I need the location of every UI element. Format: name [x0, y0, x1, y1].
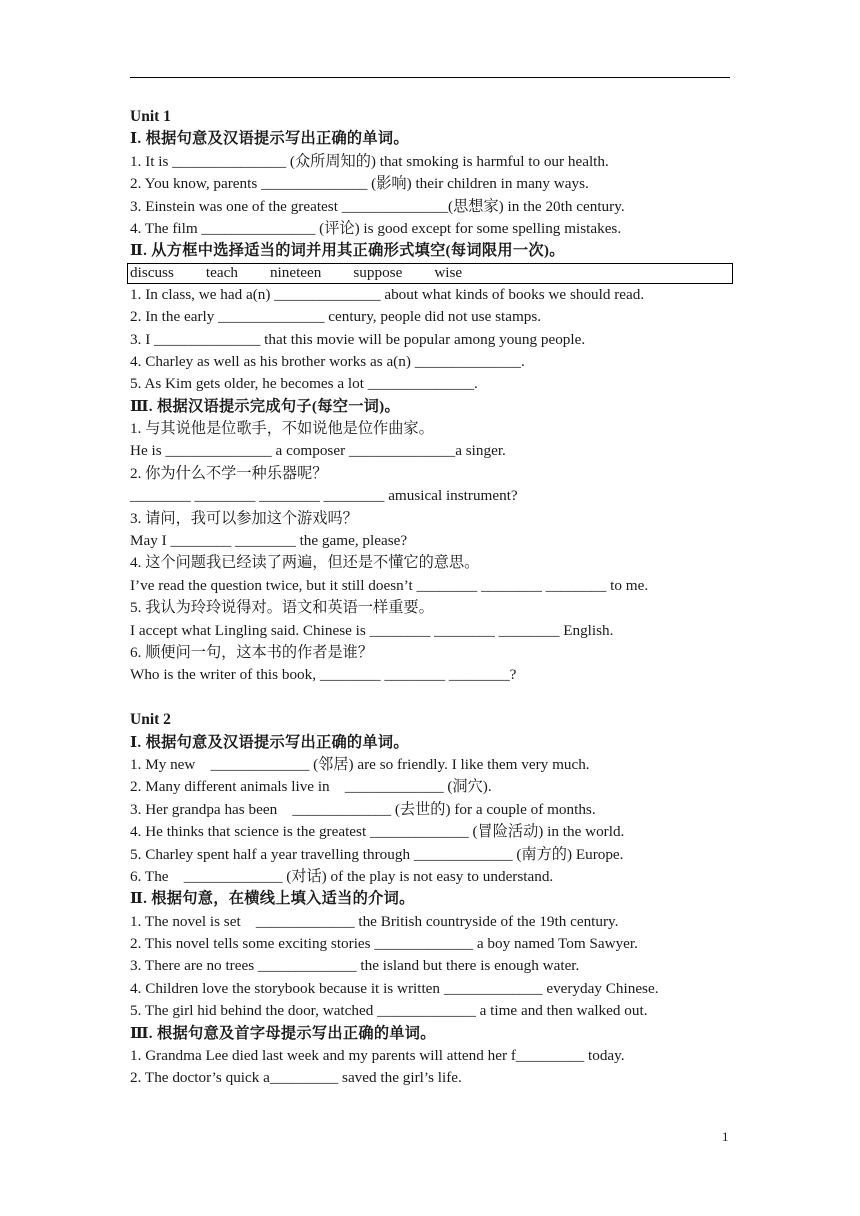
- exercise-item: I’ve read the question twice, but it still doesn’t ________ ________ ________ to me.: [130, 576, 649, 594]
- exercise-item: 5. As Kim gets older, he becomes a lot ______________.: [130, 375, 478, 393]
- unit-2-section-1-heading: Ⅰ. 根据句意及汉语提示写出正确的单词。: [130, 733, 409, 751]
- exercise-item: 6. The _____________ (对话) of the play is not easy to understand.: [130, 867, 554, 885]
- exercise-item: 1. In class, we had a(n) ______________ about what kinds of books we should read.: [130, 285, 645, 303]
- exercise-item: 3. 请问，我可以参加这个游戏吗？: [130, 509, 358, 527]
- worksheet-content: [130, 106, 750, 1090]
- exercise-item: 6. 顺便问一句，这本书的作者是谁？: [130, 643, 373, 661]
- page-number: 1: [722, 1129, 729, 1144]
- exercise-item: 2. The doctor’s quick a_________ saved the girl’s life.: [130, 1069, 462, 1087]
- exercise-item: 1. It is _______________ (众所周知的) that smoking is harmful to our health.: [130, 152, 609, 170]
- exercise-item: I accept what Lingling said. Chinese is ________ ________ ________ English.: [130, 621, 614, 639]
- unit-2-title: Unit 2: [130, 711, 171, 729]
- unit-1-section-2-heading: Ⅱ. 从方框中选择适当的词并用其正确形式填空(每词限用一次)。: [130, 242, 565, 260]
- exercise-item: 2. In the early ______________ century, people did not use stamps.: [130, 308, 542, 326]
- unit-1-section-1-heading: Ⅰ. 根据句意及汉语提示写出正确的单词。: [130, 130, 409, 148]
- exercise-item: May I ________ ________ the game, please?: [130, 532, 408, 550]
- word-box-word: wise: [434, 264, 463, 282]
- word-box-word: suppose: [353, 264, 403, 282]
- exercise-item: 4. Charley as well as his brother works as a(n) ______________.: [130, 352, 525, 370]
- exercise-item: 2. 你为什么不学一种乐器呢？: [130, 464, 328, 482]
- exercise-item: 4. The film _______________ (评论) is good except for some spelling mistakes.: [130, 219, 622, 237]
- exercise-item: 5. Charley spent half a year travelling through _____________ (南方的) Europe.: [130, 845, 624, 863]
- exercise-item: 3. I ______________ that this movie will be popular among young people.: [130, 330, 586, 348]
- exercise-item: 4. Children love the storybook because it is written _____________ everyday Chinese.: [130, 979, 659, 997]
- exercise-item: 2. Many different animals live in _____________ (洞穴).: [130, 778, 492, 796]
- exercise-item: 3. Her grandpa has been _____________ (去世的) for a couple of months.: [130, 800, 596, 818]
- header-rule: [130, 77, 730, 78]
- exercise-item: 4. 这个问题我已经读了两遍，但还是不懂它的意思。: [130, 554, 480, 572]
- exercise-item: 1. Grandma Lee died last week and my parents will attend her f_________ today.: [130, 1047, 625, 1065]
- unit-1-section-3-heading: Ⅲ. 根据汉语提示完成句子(每空一词)。: [130, 397, 401, 415]
- exercise-item: Who is the writer of this book, ________ ________ ________?: [130, 666, 517, 684]
- spacer: [130, 687, 750, 709]
- exercise-item: 1. The novel is set _____________ the British countryside of the 19th century.: [130, 912, 619, 930]
- word-box-word: nineteen: [269, 264, 322, 282]
- exercise-item: 1. My new _____________ (邻居) are so friendly. I like them very much.: [130, 755, 590, 773]
- word-box: [127, 263, 733, 284]
- unit-2-section-3-heading: Ⅲ. 根据句意及首字母提示写出正确的单词。: [130, 1024, 436, 1042]
- unit-2-section-2-heading: Ⅱ. 根据句意，在横线上填入适当的介词。: [130, 890, 415, 908]
- exercise-item: ________ ________ ________ ________ amusical instrument?: [130, 487, 518, 505]
- unit-1-title: Unit 1: [130, 108, 171, 125]
- exercise-item: 2. This novel tells some exciting stories _____________ a boy named Tom Sawyer.: [130, 935, 638, 953]
- exercise-item: 4. He thinks that science is the greatest _____________ (冒险活动) in the world.: [130, 823, 625, 841]
- word-box-word: teach: [205, 264, 238, 282]
- exercise-item: 2. You know, parents ______________ (影响) their children in many ways.: [130, 175, 589, 193]
- word-box-word: discuss: [130, 264, 174, 282]
- exercise-item: He is ______________ a composer ______________a singer.: [130, 442, 506, 460]
- exercise-item: 3. Einstein was one of the greatest ______________(思想家) in the 20th century.: [130, 197, 625, 215]
- exercise-item: 5. The girl hid behind the door, watched _____________ a time and then walked out.: [130, 1002, 648, 1020]
- exercise-item: 5. 我认为玲玲说得对。语文和英语一样重要。: [130, 599, 434, 617]
- exercise-item: 3. There are no trees _____________ the island but there is enough water.: [130, 957, 580, 975]
- exercise-item: 1. 与其说他是位歌手，不如说他是位作曲家。: [130, 420, 434, 438]
